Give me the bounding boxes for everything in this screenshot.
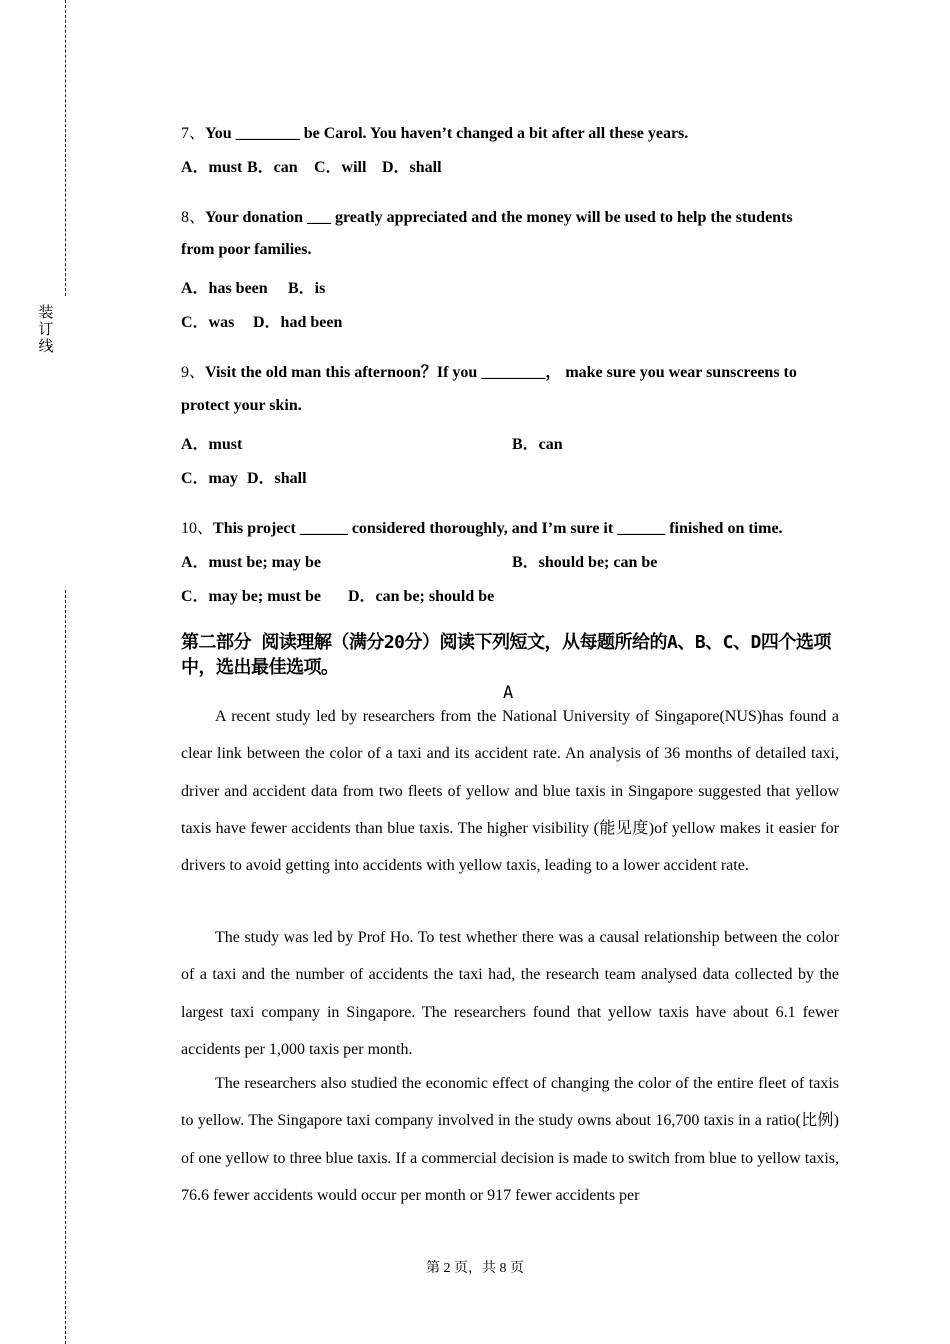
- binding-char: 装: [38, 305, 54, 321]
- question-8-option-c: C．was: [181, 314, 235, 331]
- question-7-option-d: D．shall: [382, 159, 442, 176]
- question-text: You ________ be Carol. You haven’t changed a bit after all these years.: [205, 125, 689, 142]
- passage-paragraph-3: The researchers also studied the economic effect of changing the color of the entire fleet of taxis to yellow. The Singapore taxi company involved in the study owns about 16,700 taxis in a ratio(比例) of one yellow to three blue taxis. If a commercial decision is made to switch from blue to yellow taxis, 76.6 fewer accidents would occur per month or 917 fewer accidents per: [181, 1075, 839, 1204]
- question-7-stem: [181, 120, 688, 143]
- page-footer: 第 2 页，共 8 页: [426, 1261, 524, 1276]
- question-number: 8、: [181, 209, 206, 226]
- question-10-option-a: A．must be; may be: [181, 554, 321, 571]
- question-9-option-d: D．shall: [247, 470, 307, 487]
- question-text: Visit the old man this afternoon？If you ________， make sure you wear sunscreens to: [205, 364, 797, 381]
- binding-label: [36, 305, 56, 356]
- question-number: 7、: [181, 125, 206, 142]
- passage-paragraph-1: A recent study led by researchers from the National University of Singapore(NUS)has found a clear link between the color of a taxi and its accident rate. An analysis of 36 months of detailed taxi, driver and accident data from two fleets of yellow and blue taxis in Singapore suggested that yellow taxis have fewer accidents than blue taxis. The higher visibility (能见度)of yellow makes it easier for drivers to avoid getting into accidents with yellow taxis, leading to a lower accident rate.: [181, 708, 839, 875]
- question-8-stem-continued: from poor families.: [181, 241, 312, 258]
- passage-letter: A: [503, 683, 514, 703]
- question-9-option-a: A．must: [181, 436, 243, 453]
- question-9-option-b: B．can: [512, 436, 563, 453]
- passage-paragraph-2: The study was led by Prof Ho. To test whether there was a causal relationship between the color of a taxi and the number of accidents the taxi had, the research team analysed data collected by the largest taxi company in Singapore. The researchers found that yellow taxis have about 6.1 fewer accidents per 1,000 taxis per month.: [181, 929, 839, 1058]
- question-7-option-b: B．can: [247, 159, 298, 176]
- question-9-stem-continued: protect your skin.: [181, 397, 302, 414]
- question-10-stem: [181, 515, 783, 538]
- question-8-option-b: B．is: [288, 280, 326, 297]
- question-8-option-a: A．has been: [181, 280, 268, 297]
- question-7-option-a: A．must: [181, 159, 243, 176]
- question-text: Your donation ___ greatly appreciated and the money will be used to help the students: [205, 209, 793, 226]
- question-7-option-c: C．will: [314, 159, 367, 176]
- section-title: 第二部分 阅读理解（满分20分）阅读下列短文，从每题所给的A、B、C、D四个选项中，选出最佳选项。: [181, 632, 831, 678]
- question-10-option-d: D．can be; should be: [348, 588, 495, 605]
- binding-char: 订: [38, 322, 54, 338]
- binding-dashed-line-top: [65, 0, 66, 296]
- question-8-option-d: D．had been: [253, 314, 343, 331]
- question-10-option-b: B．should be; can be: [512, 554, 658, 571]
- question-text: This project ______ considered thoroughly, and I’m sure it ______ finished on time.: [213, 520, 783, 537]
- question-9-stem: [181, 359, 797, 382]
- question-10-option-c: C．may be; must be: [181, 588, 321, 605]
- binding-dashed-line-bottom: [65, 590, 66, 1344]
- question-9-option-c: C．may: [181, 470, 238, 487]
- question-number: 10、: [181, 520, 214, 537]
- binding-char: 线: [38, 339, 54, 355]
- question-number: 9、: [181, 364, 206, 381]
- question-8-stem: [181, 204, 793, 227]
